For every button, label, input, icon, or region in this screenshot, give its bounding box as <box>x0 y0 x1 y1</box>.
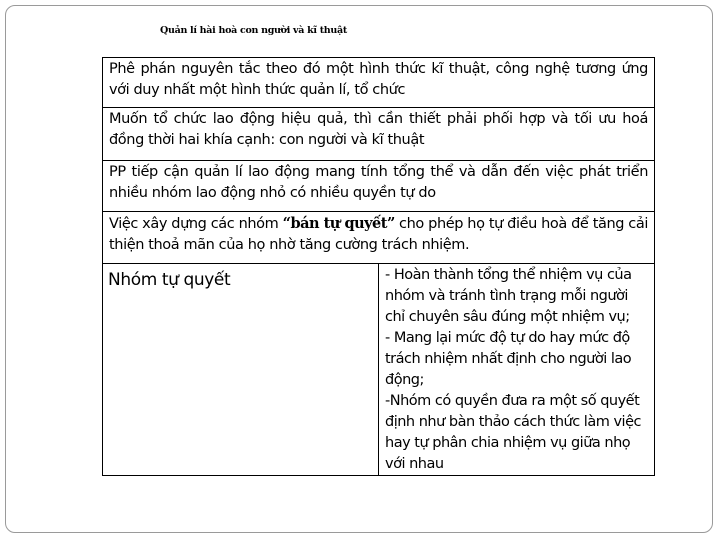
autonomous-group-item: - Hoàn thành tổng thể nhiệm vụ của nhóm và tránh tình trạng mỗi người chỉ chuyên sâu đúng một nhiệm vụ; <box>385 267 632 325</box>
semi-autonomous-text-after: cho phép họ tự điều hoà để tăng cải thiện thoả mãn của họ nhờ tăng cường trách nhiệm. <box>109 216 648 253</box>
table-row <box>103 108 655 161</box>
autonomous-group-item: -Nhóm có quyền đưa ra một số quyết định như bàn thảo cách thức làm việc hay tự phân chia nhiệm vụ giữa nhọ với nhau <box>385 393 641 472</box>
autonomous-group-details <box>379 264 655 476</box>
autonomous-group-item: - Mang lại mức độ tự do hay mức độ trách nhiệm nhất định cho người lao động; <box>385 330 632 388</box>
table-row <box>103 58 655 108</box>
semi-autonomous-groups-cell <box>103 212 655 264</box>
table-row <box>103 212 655 264</box>
semi-autonomous-emphasis: “bán tự quyết” <box>282 215 395 232</box>
content-table <box>102 57 655 476</box>
semi-autonomous-text-before: Việc xây dựng các nhóm <box>109 216 283 232</box>
principle-critique-cell: Phê phán nguyên tắc theo đó một hình thức kĩ thuật, công nghệ tương ứng với duy nhất một hình thức quản lí, tổ chức <box>103 58 655 108</box>
autonomous-group-label: Nhóm tự quyết <box>103 264 379 476</box>
table-row <box>103 161 655 212</box>
table-row <box>103 264 655 476</box>
optimization-cell: Muốn tổ chức lao động hiệu quả, thì cần thiết phải phối hợp và tối ưu hoá đồng thời hai khía cạnh: con người và kĩ thuật <box>103 108 655 161</box>
slide-title: Quản lí hài hoà con người và kĩ thuật <box>160 25 347 36</box>
approach-cell: PP tiếp cận quản lí lao động mang tính tổng thể và dẫn đến việc phát triển nhiều nhóm lao động nhỏ có nhiều quyền tự do <box>103 161 655 212</box>
